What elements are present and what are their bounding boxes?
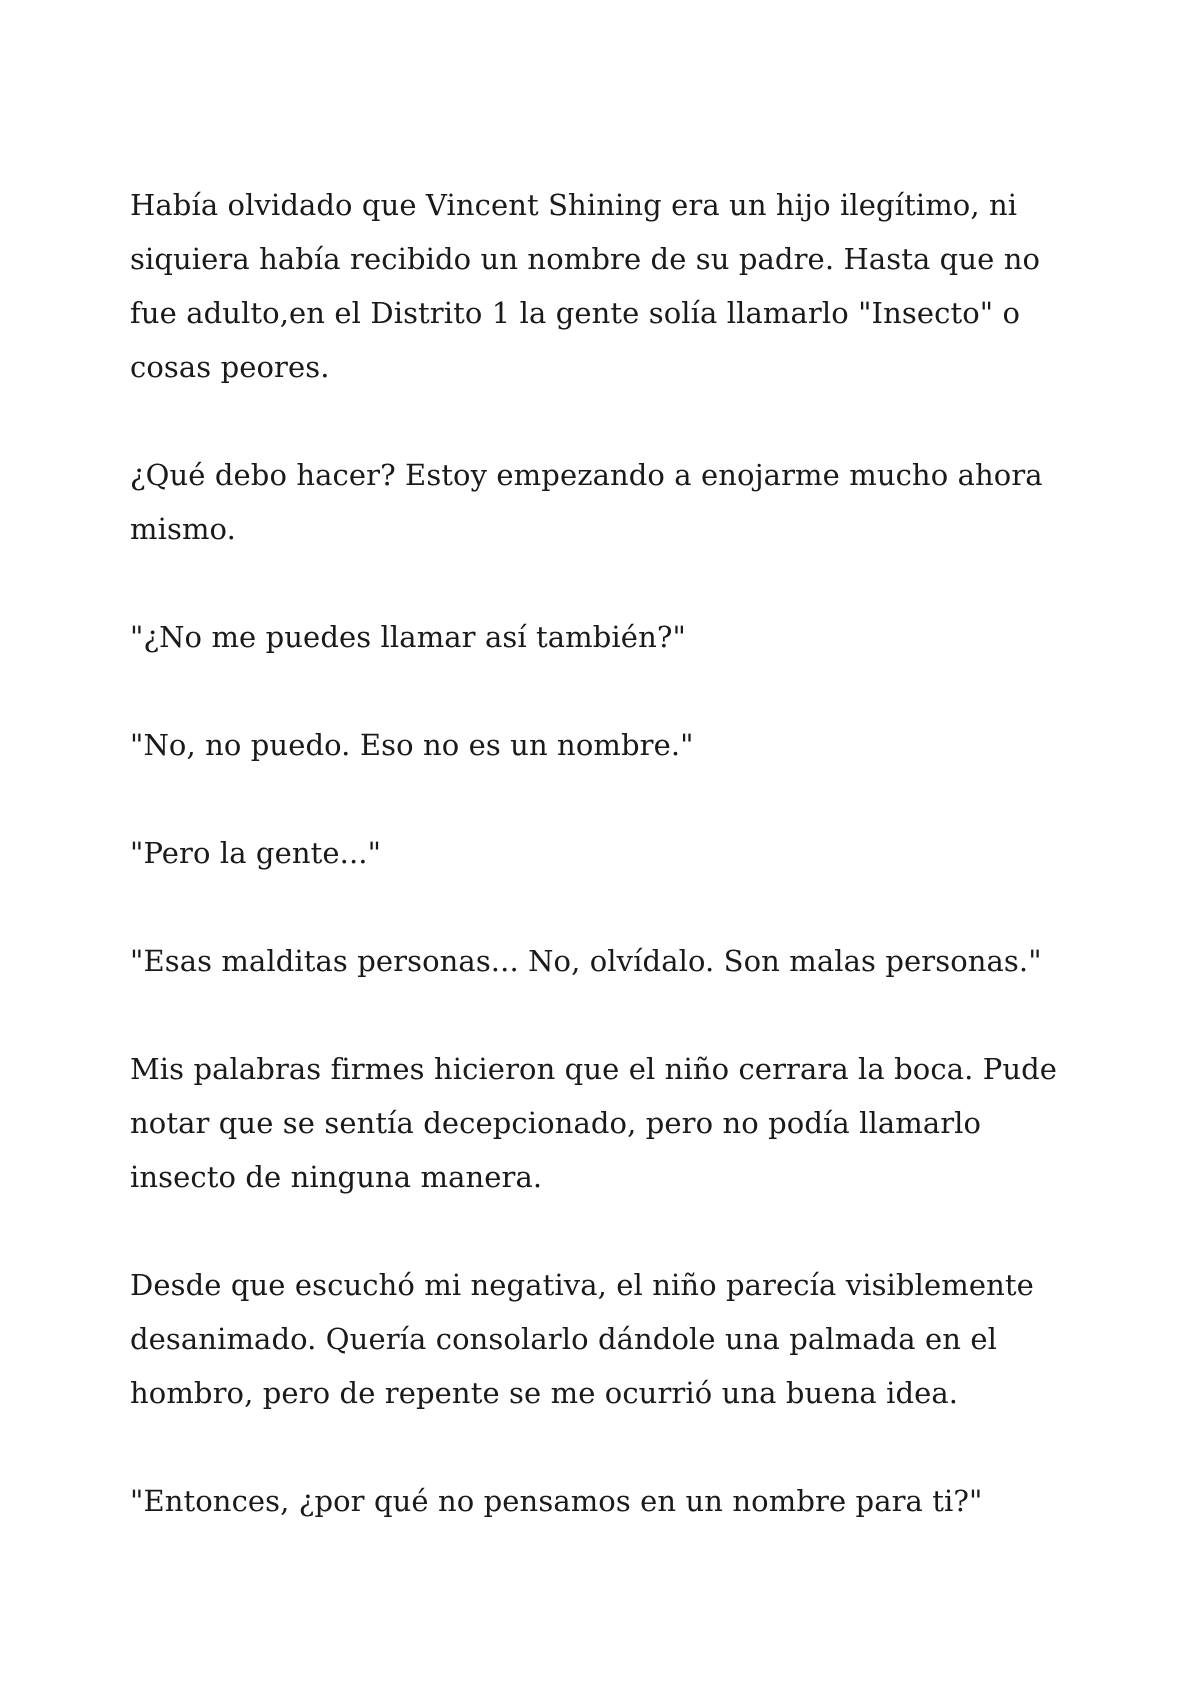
paragraph-1: Había olvidado que Vincent Shining era un hijo ilegítimo, ni siquiera había recibido un nombre de su padre. Hasta que no fue adulto,en el Distrito 1 la gente solía llamarlo "Insecto" o cosas peores.: [130, 188, 1041, 384]
paragraph-3: "¿No me puedes llamar así también?": [130, 620, 686, 654]
paragraph-7: Mis palabras firmes hicieron que el niño cerrara la boca. Pude notar que se sentía decepcionado, pero no podía llamarlo insecto de ninguna manera.: [130, 1052, 1058, 1194]
paragraph-6: "Esas malditas personas... No, olvídalo. Son malas personas.": [130, 944, 1042, 978]
paragraph-8: Desde que escuchó mi negativa, el niño parecía visiblemente desanimado. Quería consolarlo dándole una palmada en el hombro, pero de repente se me ocurrió una buena idea.: [130, 1268, 1034, 1410]
paragraph-4: "No, no puedo. Eso no es un nombre.": [130, 728, 694, 762]
story-text: [130, 178, 1090, 1582]
paragraph-2: ¿Qué debo hacer? Estoy empezando a enojarme mucho ahora mismo.: [130, 458, 1043, 546]
paragraph-5: "Pero la gente...": [130, 836, 382, 870]
paragraph-9: "Entonces, ¿por qué no pensamos en un nombre para ti?": [130, 1484, 983, 1518]
